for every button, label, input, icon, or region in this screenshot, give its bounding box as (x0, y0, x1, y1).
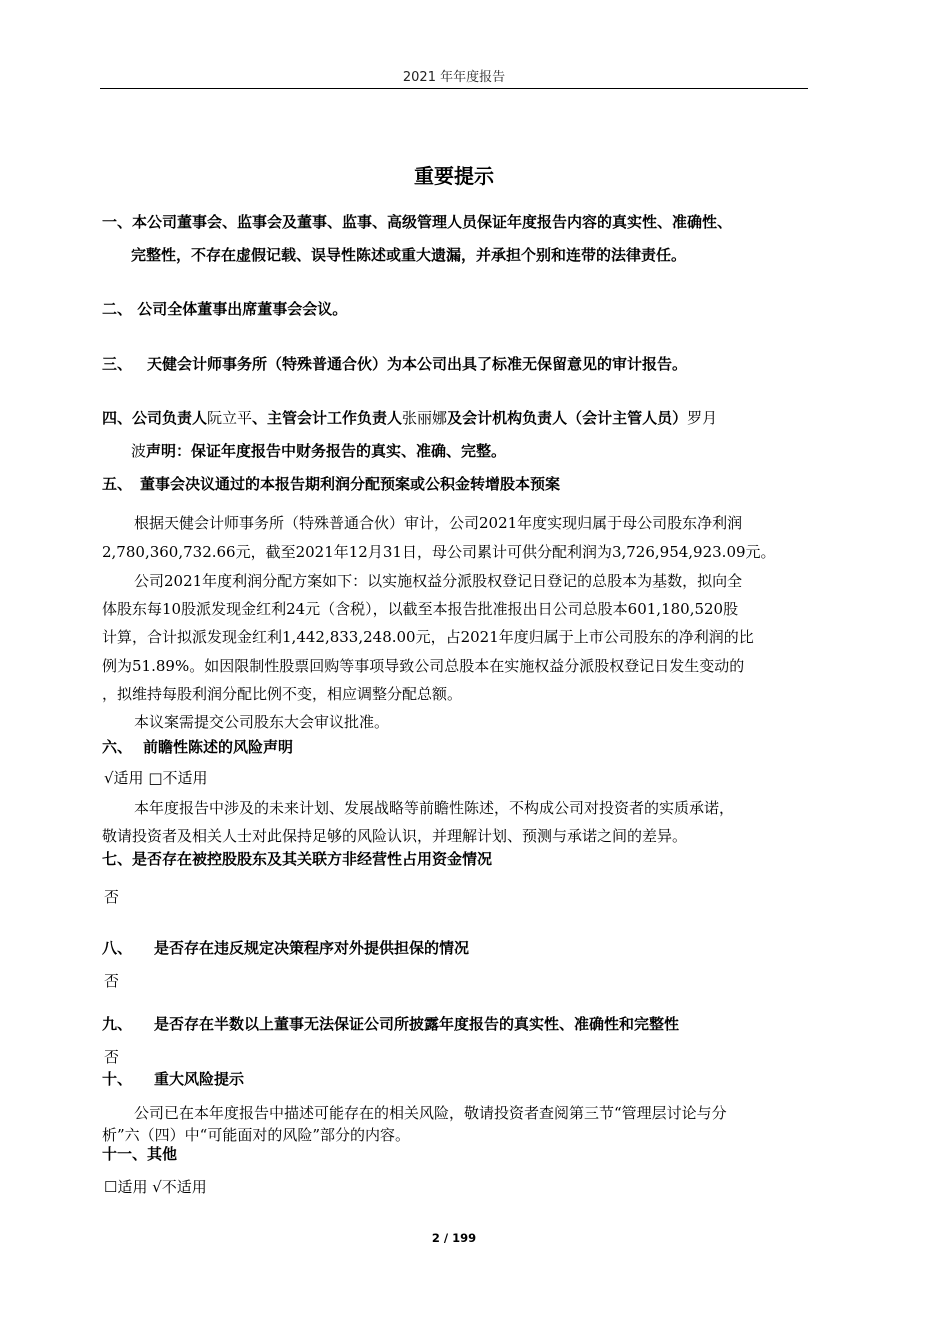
item-10-p-line-1: 公司已在本年度报告中描述可能存在的相关风险，敬请投资者查阅第三节“管理层讨论与分 (134, 1104, 727, 1122)
item-4-name-3a: 罗月 (687, 409, 718, 427)
item-4-tail: 声明：保证年度报告中财务报告的真实、准确、完整。 (146, 442, 507, 460)
item-5-p2-line-2: 体股东每10股派发现金红利24元（含税），以截至本报告批准报出日公司总股本601,180,520股 (102, 600, 739, 618)
item-10-number: 十、 (102, 1070, 133, 1088)
item-4-name-3b: 波 (131, 442, 147, 460)
item-4-name-1: 阮立平 (207, 409, 253, 427)
item-5-number: 五、 (102, 475, 133, 493)
item-3-number: 三、 (102, 355, 133, 373)
item-3-text: 天健会计师事务所（特殊普通合伙）为本公司出具了标准无保留意见的审计报告。 (147, 355, 688, 373)
item-9-number: 九、 (102, 1015, 133, 1033)
item-1-line-1: 一、本公司董事会、监事会及董事、监事、高级管理人员保证年度报告内容的真实性、准确性、 (102, 213, 733, 231)
item-10-heading: 重大风险提示 (154, 1070, 245, 1088)
item-11-options: ☐适用 √不适用 (104, 1178, 207, 1196)
item-5-p3: 本议案需提交公司股东大会审议批准。 (134, 713, 390, 731)
item-4-line-2 (131, 440, 506, 461)
item-9-heading: 是否存在半数以上董事无法保证公司所披露年度报告的真实性、准确性和完整性 (154, 1015, 680, 1033)
item-6-p-line-2: 敬请投资者及相关人士对此保持足够的风险认识，并理解计划、预测与承诺之间的差异。 (102, 827, 688, 845)
item-4-prefix: 四、公司负责人 (102, 409, 208, 427)
item-4-mid-2: 及会计机构负责人（会计主管人员） (447, 409, 688, 427)
item-6-options: √适用 □不适用 (104, 769, 208, 787)
item-6-number: 六、 (102, 738, 133, 756)
item-5-heading: 董事会决议通过的本报告期利润分配预案或公积金转增股本预案 (140, 475, 561, 493)
item-5-p2-line-3: 计算，合计拟派发现金红利1,442,833,248.00元，占2021年度归属于上市公司股东的净利润的比 (102, 628, 754, 646)
item-5-p1-line-2: 2,780,360,732.66元，截至2021年12月31日，母公司累计可供分配利润为3,726,954,923.09元。 (102, 543, 776, 561)
item-7-answer: 否 (104, 888, 120, 906)
item-5-p2-line-4: 例为51.89%。如因限制性股票回购等事项导致公司总股本在实施权益分派股权登记日发生变动的 (102, 657, 745, 675)
item-5-p1-line-1: 根据天健会计师事务所（特殊普通合伙）审计，公司2021年度实现归属于母公司股东净利润 (134, 514, 743, 532)
running-header: 2021 年年度报告 (402, 70, 506, 85)
item-2: 二、 公司全体董事出席董事会会议。 (102, 300, 348, 318)
item-6-heading: 前瞻性陈述的风险声明 (143, 738, 294, 756)
page-number: 2 / 199 (431, 1231, 477, 1245)
item-4-mid-1: 、主管会计工作负责人 (252, 409, 403, 427)
item-5-p2-line-5: ，拟维持每股利润分配比例不变，相应调整分配总额。 (102, 685, 463, 703)
item-8-answer: 否 (104, 972, 120, 990)
header-rule (100, 88, 808, 89)
item-11-heading: 十一、其他 (102, 1145, 178, 1163)
page-title: 重要提示 (414, 164, 494, 188)
item-4-line-1 (102, 407, 717, 428)
item-5-p2-line-1: 公司2021年度利润分配方案如下：以实施权益分派股权登记日登记的总股本为基数，拟向全 (134, 572, 743, 590)
item-8-heading: 是否存在违反规定决策程序对外提供担保的情况 (154, 939, 470, 957)
item-6-p-line-1: 本年度报告中涉及的未来计划、发展战略等前瞻性陈述，不构成公司对投资者的实质承诺， (134, 799, 735, 817)
item-10-p-line-2: 析”六（四）中“可能面对的风险”部分的内容。 (102, 1126, 411, 1144)
item-7-heading: 七、是否存在被控股股东及其关联方非经营性占用资金情况 (102, 850, 493, 868)
item-9-answer: 否 (104, 1048, 120, 1066)
item-4-name-2: 张丽娜 (402, 409, 448, 427)
item-8-number: 八、 (102, 939, 133, 957)
item-1-line-2: 完整性，不存在虚假记载、误导性陈述或重大遗漏，并承担个别和连带的法律责任。 (131, 246, 687, 264)
